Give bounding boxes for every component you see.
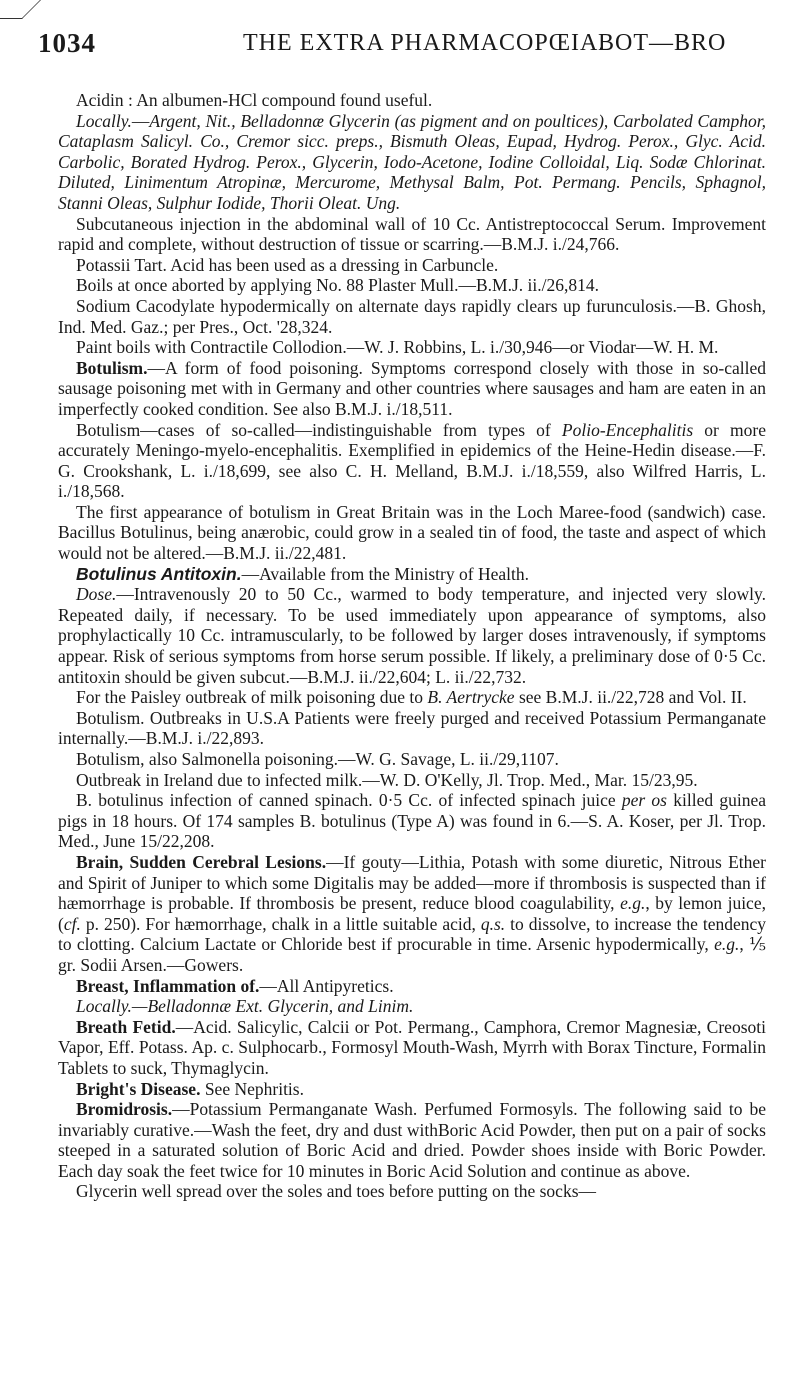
paragraph [58,255,766,276]
text-run: B. Aertrycke [427,687,515,708]
entry-heading: Botulinus Antitoxin. [76,563,242,584]
paragraph [58,1181,766,1202]
text-run: Outbreak in Ireland due to infected milk.—W. D. O'Kelly, Jl. Trop. Med., Mar. 15/23,95. [76,769,698,790]
paragraph [58,275,766,296]
text-run: For the Paisley outbreak of milk poisoning due to [76,687,428,708]
paragraph [58,358,766,420]
paragraph [58,564,766,585]
paragraph [58,996,766,1017]
text-run: —Acid. Salicylic, Calcii or Pot. Permang., Camphora, Cremor Magnesiæ, Creosoti Vapor, Eff. Potass. Ap. c. Sulphocarb., Formosyl Mouth-Wash, Myrrh with Borax Tincture, Formalin Tablets to suck, Thymaglycin. [58,1016,766,1078]
text-run: e.g. [714,934,740,955]
text-run: Polio-Encephalitis [561,419,694,440]
paragraph [58,420,766,502]
text-run: Acidin : An albumen-HCl compound found useful. [76,90,433,110]
paragraph [58,584,766,687]
text-run: —All Antipyretics. [259,975,394,996]
text-run: — [131,110,150,131]
text-run: killed guinea pigs in 18 hours. Of 174 samples B. botulinus (Type A) was found in 6.—S. A. Koser, per Jl. Trop. Med., June 15/22,208. [58,790,766,852]
text-run: Potassii Tart. Acid has been used as a dressing in Carbuncle. [76,254,499,275]
text-run: or more accurately Meningo-myelo-encephalitis. Exemplified in epidemics of the Heine-Hedin disease.—F. G. Crookshank, L. i./18,699, see also C. H. Melland, B.M.J. i./18,559, also Wilfred Harris, L. i./18,568. [58,419,766,502]
text-run: —If gouty—Lithia, Potash with some diuretic, Nitrous Ether and Spirit of Juniper to which some Digitalis may be added—more if thrombosis is suspected than if hæmorrhage is probable. If thrombosis be present, reduce blood coagulability, [58,851,766,914]
text-run: cf. [63,913,81,934]
entry-heading: Bromidrosis. [76,1099,173,1120]
guide-words: BOT—BRO [598,30,727,56]
text-run: —Available from the Ministry of Health. [241,563,529,584]
text-run: —Intravenously 20 to 50 Cc., warmed to body temperature, and injected very slowly. Repeated daily, if necessary. To be used immediately upon appearance of symptoms, also prophylactically 10 Cc. intramuscularly, to be followed by larger doses intravenously, if symptoms appear. Risk of serious symptoms from horse serum possible. If likely, a preliminary dose of 0·5 Cc. antitoxin should be given subcut.—B.M.J. ii./22,604; L. ii./22,732. [58,584,766,687]
entry-heading: Brain, Sudden Cerebral Lesions. [76,851,327,872]
text-run: —A form of food poisoning. Symptoms correspond closely with those in so-called sausage poisoning met with in Germany and other countries where sausages and ham are eaten in an imperfectly cooked condition. See also B.M.J. i./18,511. [58,357,766,419]
entry-heading: Breath Fetid. [76,1016,176,1037]
page-corner-fold [0,0,41,19]
text-run: to dissolve, to increase the tendency to clotting. Calcium Lactate or Chloride best if procurable in time. Arsenic hypodermically, [58,913,767,955]
running-title: THE EXTRA PHARMACOPŒIA. [243,30,606,56]
paragraph [58,337,766,358]
text-run: , ⅕ gr. Sodii Arsen.—Gowers. [58,934,766,975]
text-run: , by lemon juice, ( [58,893,766,934]
entry-heading: Botulism. [76,357,148,378]
text-run: Paint boils with Contractile Collodion.—W. J. Robbins, L. i./30,946—or Viodar—W. H. M. [76,337,719,358]
text-run: q.s. [480,913,506,934]
text-run: Botulism, also Salmonella poisoning.—W. G. Savage, L. ii./29,1107. [76,749,559,769]
text-run: Locally.—Belladonnæ Ext. Glycerin, and Linim. [76,996,414,1017]
text-run: e.g. [620,893,646,914]
text-run: Dose. [76,584,117,605]
entry-heading: Bright's Disease. [76,1078,201,1099]
paragraph [58,111,766,214]
paragraph [58,296,766,337]
paragraph [58,852,766,976]
text-run: Subcutaneous injection in the abdominal wall of 10 Cc. Antistreptococcal Serum. Improvement rapid and complete, without destruction of tissue or scarring.—B.M.J. i./24,766. [58,213,766,255]
text-run: see B.M.J. ii./22,728 and Vol. II. [514,687,747,708]
text-run: Boils at once aborted by applying No. 88 Plaster Mull.—B.M.J. ii./26,814. [76,275,600,296]
text-run: per os [621,790,667,811]
text-run: The first appearance of botulism in Great Britain was in the Loch Maree-food (sandwich) case. Bacillus Botulinus, being anærobic, could grow in a sealed tin of food, the taste and aspect of which would not be altered.—B.M.J. ii./22,481. [58,501,766,564]
paragraph [58,1079,766,1100]
paragraph [58,214,766,255]
text-run: Locally. [76,110,132,131]
paragraph [58,1017,766,1079]
page-body [58,90,766,1202]
text-run: Sodium Cacodylate hypodermically on alternate days rapidly clears up furunculosis.—B. Ghosh, Ind. Med. Gaz.; per Pres., Oct. '28,324. [58,295,766,337]
page-number: 1034 [38,28,96,58]
paragraph [58,708,766,749]
text-run: Botulism. Outbreaks in U.S.A Patients were freely purged and received Potassium Permanganate internally.—B.M.J. i./22,893. [58,707,766,749]
text-run: —Potassium Permanganate Wash. Perfumed Formosyls. The following said to be invariably curative.—Wash the feet, dry and dust withBoric Acid Powder, then put on a pair of socks steeped in a saturated solution of Boric Acid and dried. Powder shoes inside with Boric Powder. Each day soak the feet twice for 10 minutes in Boric Acid Solution and continue as above. [58,1099,766,1181]
paragraph [58,1099,766,1181]
text-run: p. 250). For hæmorrhage, chalk in a little suitable acid, [80,913,481,934]
paragraph [58,687,766,708]
text-run: Botulism—cases of so-called—indistinguishable from types of [76,419,562,440]
text-run: B. botulinus infection of canned spinach. 0·5 Cc. of infected spinach juice [76,790,622,811]
paragraph [58,502,766,564]
paragraph [58,770,766,791]
paragraph [58,790,766,852]
entry-heading: Breast, Inflammation of. [76,975,260,996]
running-header [38,24,760,64]
paragraph [58,90,766,111]
text-run: Glycerin well spread over the soles and toes before putting on the socks— [76,1181,597,1202]
text-run: See Nephritis. [200,1078,304,1099]
text-run: Argent, Nit., Belladonnæ Glycerin (as pigment and on poultices), Carbolated Camphor, Cataplasm Salicyl. Co., Cremor sicc. preps., Bismuth Oleas, Eupad, Hydrog. Perox., Glyc. Acid. Carbolic, Borated Hydrog. Perox., Glycerin, Iodo-Acetone, Iodine Colloidal, Liq. Sodæ Chlorinat. Diluted, Linimentum Atropinæ, Mercurome, Methysal Balm, Pot. Permang. Pencils, Sphagnol, Stanni Oleas, Sulphur Iodide, Thorii Oleat. Ung. [58,110,766,213]
paragraph [58,749,766,770]
paragraph [58,976,766,997]
